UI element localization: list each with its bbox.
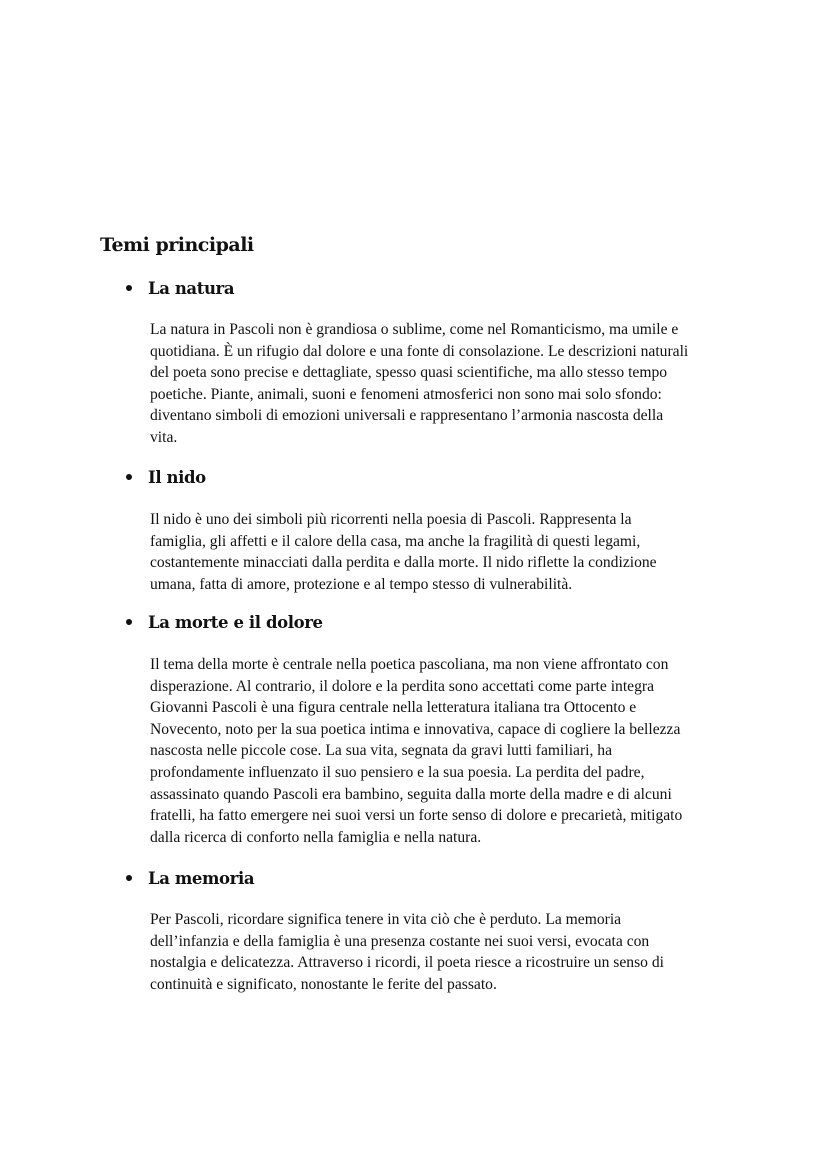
heading-text: La morte e il dolore (148, 613, 323, 632)
heading-text: La memoria (148, 869, 255, 888)
bullet-icon (126, 285, 132, 291)
text-line: costantemente minacciati dalla perdita e dalla morte. Il nido riflette la condizione (150, 554, 657, 572)
section-heading-morte (126, 613, 323, 632)
bullet-icon (126, 875, 132, 881)
bullet-icon (126, 474, 132, 480)
paragraph-nido (150, 509, 657, 595)
text-line: poetiche. Piante, animali, suoni e fenomeni atmosferici non sono mai solo sfondo: (150, 385, 662, 403)
paragraph-morte (150, 654, 682, 848)
text-line: Il nido è uno dei simboli più ricorrenti nella poesia di Pascoli. Rappresenta la (150, 511, 632, 528)
bullet-icon (126, 619, 132, 625)
text-line: fratelli, ha fatto emergere nei suoi versi un forte senso di dolore e precarietà, mitigato (150, 807, 683, 825)
heading-text: Il nido (148, 468, 206, 487)
text-line: profondamente influenzato il suo pensiero e la sua poesia. La perdita del padre, (150, 763, 645, 781)
text-line: dell’infanzia e della famiglia è una presenza costante nei suoi versi, evocata con (150, 932, 650, 950)
text-line: umana, fatta di amore, protezione e al tempo stesso di vulnerabilità. (150, 575, 573, 593)
section-heading-memoria (126, 869, 254, 888)
text-line: Il tema della morte è centrale nella poetica pascoliana, ma non viene affrontato con (150, 656, 669, 673)
text-line: nascosta nelle piccole cose. La sua vita, segnata da gravi lutti familiari, ha (150, 742, 613, 760)
text-line: del poeta sono precise e dettagliate, spesso quasi scientifiche, ma allo stesso tempo (150, 364, 668, 382)
text-line: Novecento, noto per la sua poetica intima e innovativa, capace di cogliere la bellezza (150, 720, 681, 738)
text-line: quotidiana. È un rifugio dal dolore e una fonte di consolazione. Le descrizioni naturali (150, 342, 689, 360)
text-line: La natura in Pascoli non è grandiosa o sublime, come nel Romanticismo, ma umile e (150, 321, 679, 338)
text-line: nostalgia e delicatezza. Attraverso i ricordi, il poeta riesce a ricostruire un senso di (150, 954, 664, 972)
text-line: Giovanni Pascoli è una figura centrale nella letteratura italiana tra Ottocento e (150, 699, 637, 717)
section-heading-nido (126, 468, 206, 487)
paragraph-memoria (150, 909, 664, 995)
heading-text: La natura (148, 279, 235, 298)
section-heading-natura (126, 279, 234, 298)
text-line: dalla ricerca di conforto nella famiglia e nella natura. (150, 828, 482, 846)
text-line: vita. (150, 428, 178, 446)
page-title: Temi principali (100, 234, 254, 256)
text-line: disperazione. Al contrario, il dolore e la perdita sono accettati come parte integra (150, 677, 654, 695)
text-line: continuità e significato, nonostante le ferite del passato. (150, 975, 497, 993)
text-line: famiglia, gli affetti e il calore della casa, ma anche la fragilità di questi legami, (150, 532, 641, 550)
text-line: diventano simboli di emozioni universali e rappresentano l’armonia nascosta della (150, 407, 664, 425)
text-line: assassinato quando Pascoli era bambino, seguita dalla morte della madre e di alcuni (150, 785, 672, 803)
text-line: Per Pascoli, ricordare significa tenere in vita ciò che è perduto. La memoria (150, 911, 622, 928)
paragraph-natura (150, 319, 688, 449)
